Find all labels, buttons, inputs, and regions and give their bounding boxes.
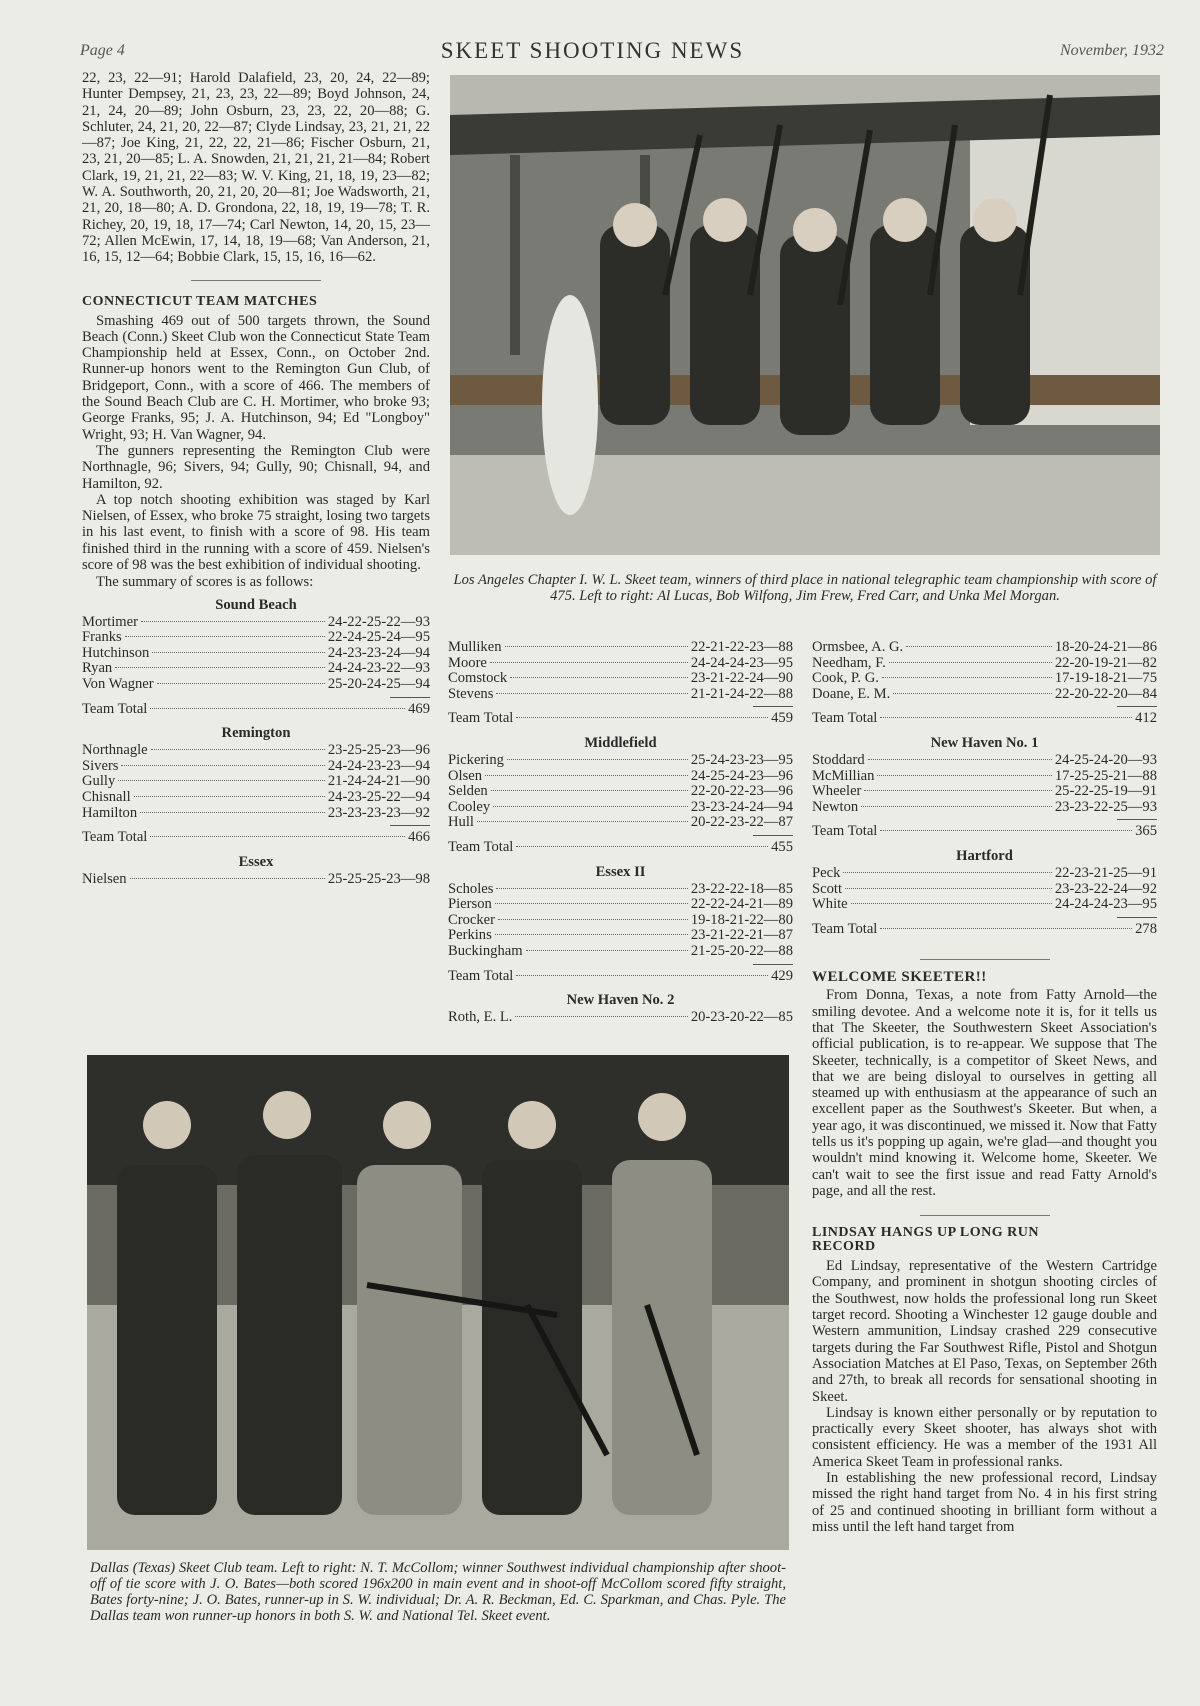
leader-dots bbox=[843, 872, 1051, 873]
leader-dots bbox=[151, 749, 325, 750]
shooter-name: Chisnall bbox=[82, 788, 131, 805]
team-total-row bbox=[812, 922, 1157, 938]
team-total-row bbox=[448, 711, 793, 727]
leader-dots bbox=[493, 806, 688, 807]
team-total-label: Team Total bbox=[82, 829, 148, 846]
score-row bbox=[82, 661, 430, 677]
shooter-name: Roth, E. L. bbox=[448, 1009, 513, 1026]
welcome-heading: WELCOME SKEETER!! bbox=[812, 969, 987, 986]
leader-dots bbox=[882, 677, 1052, 678]
score-row bbox=[812, 800, 1157, 816]
shooter-score: 25-22-25-19—91 bbox=[1054, 783, 1157, 800]
score-row bbox=[82, 677, 430, 693]
shooter-score: 24-24-24-23—95 bbox=[1054, 896, 1157, 913]
score-row bbox=[448, 640, 793, 656]
leader-dots bbox=[889, 662, 1052, 663]
shooter-name: Ormsbee, A. G. bbox=[812, 639, 904, 655]
team-total-value: 412 bbox=[1135, 710, 1157, 727]
shooter-score: 17-19-18-21—75 bbox=[1054, 670, 1157, 687]
shooter-name: Scott bbox=[812, 880, 842, 897]
leader-dots bbox=[861, 806, 1052, 807]
bottom-photo-caption: Dallas (Texas) Skeet Club team. Left to right: N. T. McCollom; winner Southwest individual championship after shoot-off of tie score with J. O. Bates—both scored 196x200 in main event and in shoot-off McCollom scored fifty straight, Bates forty-nine; J. O. Bates, runner-up in S. W. individual; Dr. A. R. Beckman, Ed. C. Sparkman, and Chas. Pyle. The Dallas team won runner-up honors in both S. W. and National Tel. Skeet event. bbox=[90, 1560, 786, 1624]
team-total-label: Team Total bbox=[82, 700, 148, 717]
shooter-name: Wheeler bbox=[812, 783, 862, 800]
leader-dots bbox=[864, 790, 1051, 791]
leader-dots bbox=[157, 683, 325, 684]
page-number: Page 4 bbox=[80, 42, 125, 59]
team-total-label: Team Total bbox=[448, 710, 514, 727]
leader-dots bbox=[516, 975, 768, 976]
team-total-value: 278 bbox=[1135, 920, 1157, 937]
team-total-value: 455 bbox=[771, 838, 793, 855]
score-row bbox=[448, 656, 793, 672]
shooter-score: 25-24-23-23—95 bbox=[690, 751, 793, 768]
team-name: Essex II bbox=[595, 863, 646, 880]
shooter-score: 23-21-22-21—87 bbox=[690, 927, 793, 944]
shooter-score: 23-25-25-23—96 bbox=[327, 742, 430, 759]
shooter-score: 22-20-22-23—96 bbox=[690, 783, 793, 800]
issue-date: November, 1932 bbox=[1060, 42, 1164, 59]
shooter-score: 24-22-25-22—93 bbox=[327, 613, 430, 630]
team-total-row bbox=[812, 824, 1157, 840]
team-name: Middlefield bbox=[584, 734, 657, 751]
leader-dots bbox=[880, 928, 1132, 929]
leader-dots bbox=[140, 812, 325, 813]
shooter-name: Sivers bbox=[82, 757, 119, 774]
score-row bbox=[448, 944, 793, 960]
score-row bbox=[448, 882, 793, 898]
shooter-score: 21-21-24-22—88 bbox=[690, 685, 793, 702]
leader-dots bbox=[118, 780, 325, 781]
shooter-name: Peck bbox=[812, 864, 841, 881]
shooter-name: Stoddard bbox=[812, 751, 865, 768]
shooter-name: McMillian bbox=[812, 767, 875, 784]
score-row bbox=[448, 687, 793, 703]
shooter-score: 22-22-24-21—89 bbox=[690, 896, 793, 913]
team-name: New Haven No. 2 bbox=[566, 992, 675, 1009]
leader-dots bbox=[516, 717, 768, 718]
team-total-label: Team Total bbox=[812, 710, 878, 727]
shooter-score: 23-23-22-25—93 bbox=[1054, 798, 1157, 815]
lindsay-paragraph-1: Ed Lindsay, representative of the Western Cartridge Company, and prominent in shotgun shooting circles of the Southwest, now holds the professional long run Skeet target record. Shooting a Winchester 12 gauge double and Western ammunition, Lindsay crashed 229 consecutive targets during the Far Southwest Rifle, Pistol and Shotgun Association Matches at El Paso, Texas, on September 26th and 27th, to break all records for sensational shooting in Skeet. bbox=[812, 1258, 1157, 1405]
shooter-name: Cooley bbox=[448, 798, 491, 815]
score-row bbox=[82, 806, 430, 822]
leader-dots bbox=[496, 888, 687, 889]
leader-dots bbox=[507, 759, 688, 760]
publication-title: SKEET SHOOTING NEWS bbox=[440, 38, 745, 63]
leader-dots bbox=[495, 934, 688, 935]
team-total-row bbox=[448, 840, 793, 856]
scores-column-one bbox=[82, 595, 430, 888]
team-total-label: Team Total bbox=[812, 823, 878, 840]
score-row bbox=[82, 615, 430, 631]
score-row bbox=[448, 769, 793, 785]
score-row bbox=[812, 656, 1157, 672]
team-total-label: Team Total bbox=[448, 838, 514, 855]
lindsay-heading-line-1: LINDSAY HANGS UP LONG RUN bbox=[812, 1225, 1039, 1241]
score-row bbox=[82, 646, 430, 662]
scores-column-two bbox=[448, 640, 793, 1026]
team-name: Hartford bbox=[956, 847, 1013, 864]
score-row bbox=[812, 753, 1157, 769]
shooter-score: 23-23-24-24—94 bbox=[690, 798, 793, 815]
column-two-scores bbox=[448, 640, 793, 1026]
shooter-name: Nielsen bbox=[82, 870, 127, 887]
leader-dots bbox=[121, 765, 324, 766]
leader-dots bbox=[877, 775, 1051, 776]
leader-dots bbox=[125, 636, 325, 637]
team-name: New Haven No. 1 bbox=[930, 734, 1039, 751]
shooter-score: 22-20-19-21—82 bbox=[1054, 654, 1157, 671]
leader-dots bbox=[485, 775, 688, 776]
shooter-score: 24-24-24-23—95 bbox=[690, 654, 793, 671]
shooter-name: Stevens bbox=[448, 685, 494, 702]
shooter-score: 23-23-23-23—92 bbox=[327, 804, 430, 821]
leader-dots bbox=[130, 878, 325, 879]
team-total-value: 459 bbox=[771, 710, 793, 727]
shooter-score: 18-20-24-21—86 bbox=[1054, 639, 1157, 655]
leader-dots bbox=[868, 759, 1052, 760]
shooter-name: Hull bbox=[448, 814, 474, 831]
dallas-team-photo bbox=[87, 1055, 789, 1550]
connecticut-paragraph-2: The gunners representing the Remington Club were Northnagle, 96; Sivers, 94; Gully, 90; Chisnall, 94, and Hamilton, 92. bbox=[82, 442, 430, 492]
shooter-name: Pickering bbox=[448, 751, 504, 768]
shooter-score: 24-25-24-23—96 bbox=[690, 767, 793, 784]
team-name: Essex bbox=[238, 853, 274, 870]
leader-dots bbox=[505, 646, 688, 647]
shooter-name: Hutchinson bbox=[82, 644, 150, 661]
shooter-name: Mortimer bbox=[82, 613, 138, 630]
shooter-name: Northnagle bbox=[82, 742, 148, 759]
scores-column-three bbox=[812, 640, 1157, 943]
score-row bbox=[812, 640, 1157, 656]
connecticut-heading: CONNECTICUT TEAM MATCHES bbox=[82, 293, 318, 309]
shooter-score: 22-21-22-23—88 bbox=[690, 639, 793, 655]
leader-dots bbox=[141, 621, 325, 622]
leader-dots bbox=[851, 903, 1052, 904]
shooter-score: 23-21-22-24—90 bbox=[690, 670, 793, 687]
shooter-score: 21-24-24-21—90 bbox=[327, 773, 430, 790]
leader-dots bbox=[150, 836, 405, 837]
shooter-name: Needham, F. bbox=[812, 654, 886, 671]
shooter-name: Perkins bbox=[448, 927, 492, 944]
team-name: Sound Beach bbox=[215, 596, 297, 613]
team-total-row bbox=[82, 830, 430, 846]
score-row bbox=[812, 866, 1157, 882]
score-row bbox=[448, 753, 793, 769]
score-row bbox=[448, 928, 793, 944]
shooter-name: Von Wagner bbox=[82, 675, 154, 692]
shooter-score: 22-23-21-25—91 bbox=[1054, 864, 1157, 881]
shooter-score: 20-22-23-22—87 bbox=[690, 814, 793, 831]
shooter-name: Doane, E. M. bbox=[812, 685, 891, 702]
leader-dots bbox=[893, 693, 1052, 694]
shooter-score: 20-23-20-22—85 bbox=[690, 1009, 793, 1026]
score-row bbox=[812, 671, 1157, 687]
team-total-label: Team Total bbox=[448, 967, 514, 984]
team-total-row bbox=[448, 969, 793, 985]
shooter-score: 24-23-23-24—94 bbox=[327, 644, 430, 661]
leader-dots bbox=[491, 790, 688, 791]
divider bbox=[920, 959, 1050, 960]
shooter-score: 24-24-23-23—94 bbox=[327, 757, 430, 774]
leader-dots bbox=[150, 708, 405, 709]
top-photo-caption: Los Angeles Chapter I. W. L. Skeet team, winners of third place in national telegraphic team championship with score of 475. Left to right: Al Lucas, Bob Wilfong, Jim Frew, Fred Carr, and Unka Mel Morgan. bbox=[453, 572, 1157, 604]
leader-dots bbox=[526, 950, 688, 951]
shooter-name: Newton bbox=[812, 798, 859, 815]
shooter-score: 24-23-25-22—94 bbox=[327, 788, 430, 805]
leader-dots bbox=[510, 677, 688, 678]
shooter-score: 19-18-21-22—80 bbox=[690, 911, 793, 928]
leader-dots bbox=[496, 693, 687, 694]
shooter-name: Olsen bbox=[448, 767, 483, 784]
score-row bbox=[448, 897, 793, 913]
connecticut-paragraph-3: A top notch shooting exhibition was staged by Karl Nielsen, of Essex, who broke 75 straight, losing two targets in his last event, to finish with a score of 98. His team finished third in the running with a score of 459. Nielsen's score of 98 was the best exhibition of individual shooting. bbox=[82, 491, 430, 574]
team-name: Remington bbox=[221, 725, 291, 742]
team-total-value: 466 bbox=[408, 829, 430, 846]
shooter-score: 17-25-25-21—88 bbox=[1054, 767, 1157, 784]
score-row bbox=[812, 897, 1157, 913]
shooter-score: 24-24-23-22—93 bbox=[327, 660, 430, 677]
results-continued: 22, 23, 22—91; Harold Dalafield, 23, 20, 24, 22—89; Hunter Dempsey, 21, 23, 23, 22—89; Boyd Johnson, 24, 21, 24, 20—89; John Osburn, 23, 23, 22, 20—88; G. Schluter, 24, 21, 20, 22—87; Clyde Lindsay, 23, 21, 21, 22—87; Joe King, 21, 22, 22, 21—86; Fischer Osburn, 21, 23, 21, 20—85; L. A. Snowden, 21, 21, 21, 21—84; Robert Clark, 19, 21, 21, 22—83; W. V. King, 21, 18, 19, 23—82; W. A. Southworth, 20, 21, 20, 20—81; Joe Wadsworth, 21, 21, 20, 18—80; A. D. Grondona, 22, 18, 19, 19—78; T. R. Richey, 20, 19, 18, 17—74; Carl Newton, 14, 20, 15, 23—72; Allen McEwin, 17, 14, 18, 19—68; Van Anderson, 21, 16, 15, 12—64; Bobbie Clark, 15, 15, 16, 16—62. bbox=[82, 70, 430, 266]
score-row bbox=[812, 769, 1157, 785]
shooter-name: Hamilton bbox=[82, 804, 138, 821]
column-three bbox=[812, 640, 1157, 1535]
leader-dots bbox=[906, 646, 1052, 647]
score-row bbox=[812, 687, 1157, 703]
shooter-name: Pierson bbox=[448, 896, 492, 913]
column-one bbox=[82, 70, 430, 887]
leader-dots bbox=[845, 888, 1052, 889]
shooter-name: Moore bbox=[448, 654, 487, 671]
shooter-name: Scholes bbox=[448, 880, 494, 897]
score-row bbox=[448, 671, 793, 687]
score-row bbox=[82, 759, 430, 775]
shooter-name: Mulliken bbox=[448, 639, 502, 655]
team-total-row bbox=[812, 711, 1157, 727]
leader-dots bbox=[880, 830, 1132, 831]
divider bbox=[920, 1215, 1050, 1216]
welcome-article: From Donna, Texas, a note from Fatty Arnold—the smiling devotee. And a welcome note it is, for it tells us that The Skeeter, the Southwestern Skeet Association's official publication, is to re-appear. We suppose that The Skeeter, technically, is a competitor of Skeet News, and that we are being disloyal to ourselves in getting all steamed up with enthusiasm at the appearance of such an excellent paper as the Southwest's Skeeter. But when, a year ago, it was discontinued, we missed it. Now that Fatty tells us it's popping up again, we're glad—and thought you wouldn't mind knowing it. Welcome home, Skeeter. We can't wait to see the first issue and read Fatty Arnold's page, and all the rest. bbox=[812, 987, 1157, 1199]
shooter-name: Comstock bbox=[448, 670, 508, 687]
leader-dots bbox=[498, 919, 688, 920]
leader-dots bbox=[134, 796, 325, 797]
divider bbox=[191, 280, 321, 281]
shooter-name: Selden bbox=[448, 783, 488, 800]
score-row bbox=[82, 630, 430, 646]
shooter-score: 24-25-24-20—93 bbox=[1054, 751, 1157, 768]
team-total-value: 469 bbox=[408, 700, 430, 717]
team-total-row bbox=[82, 702, 430, 718]
score-row bbox=[812, 882, 1157, 898]
score-row bbox=[82, 872, 430, 888]
shooter-score: 23-22-22-18—85 bbox=[690, 880, 793, 897]
score-row bbox=[448, 913, 793, 929]
lindsay-heading-line-2: RECORD bbox=[812, 1239, 876, 1255]
score-row bbox=[448, 800, 793, 816]
leader-dots bbox=[495, 903, 688, 904]
connecticut-paragraph-4: The summary of scores is as follows: bbox=[96, 574, 314, 591]
score-row bbox=[82, 743, 430, 759]
shooter-name: White bbox=[812, 896, 848, 913]
team-total-value: 429 bbox=[771, 967, 793, 984]
leader-dots bbox=[880, 717, 1132, 718]
shooter-name: Buckingham bbox=[448, 942, 523, 959]
team-total-value: 365 bbox=[1135, 823, 1157, 840]
score-row bbox=[812, 784, 1157, 800]
connecticut-paragraph-1: Smashing 469 out of 500 targets thrown, the Sound Beach (Conn.) Skeet Club won the Connecticut State Team Championship held at Essex, Conn., on October 2nd. Runner-up honors went to the Remington Gun Club, of Bridgeport, Conn., with a score of 466. The members of the Sound Beach Club are C. H. Mortimer, who broke 93; George Franks, 95; J. A. Hutchinson, 94; Ed "Longboy" Wright, 93; H. Van Wagner, 94. bbox=[82, 312, 430, 443]
score-row bbox=[82, 790, 430, 806]
score-row bbox=[448, 1010, 793, 1026]
leader-dots bbox=[516, 846, 768, 847]
shooter-name: Ryan bbox=[82, 660, 113, 677]
score-row bbox=[448, 784, 793, 800]
lindsay-paragraph-2: Lindsay is known either personally or by reputation to practically every Skeet shooter, has always shot with consistent efficiency. He was a member of the 1931 All America Skeet Team in professional ranks. bbox=[812, 1404, 1157, 1470]
shooter-name: Cook, P. G. bbox=[812, 670, 879, 687]
shooter-score: 22-24-25-24—95 bbox=[327, 629, 430, 646]
leader-dots bbox=[515, 1016, 687, 1017]
leader-dots bbox=[477, 821, 688, 822]
shooter-name: Franks bbox=[82, 629, 122, 646]
shooter-name: Gully bbox=[82, 773, 116, 790]
los-angeles-team-photo bbox=[450, 75, 1160, 555]
lindsay-paragraph-3: In establishing the new professional record, Lindsay missed the right hand target from No. 4 in his first string of 25 and continued shooting in brilliant form without a miss until the left hand target from bbox=[812, 1470, 1157, 1535]
team-total-label: Team Total bbox=[812, 920, 878, 937]
shooter-name: Crocker bbox=[448, 911, 496, 928]
page-header bbox=[80, 34, 1164, 68]
score-row bbox=[82, 774, 430, 790]
shooter-score: 21-25-20-22—88 bbox=[690, 942, 793, 959]
shooter-score: 25-20-24-25—94 bbox=[327, 675, 430, 692]
shooter-score: 22-20-22-20—84 bbox=[1054, 685, 1157, 702]
leader-dots bbox=[115, 667, 325, 668]
score-row bbox=[448, 815, 793, 831]
shooter-score: 23-23-22-24—92 bbox=[1054, 880, 1157, 897]
shooter-score: 25-25-25-23—98 bbox=[327, 870, 430, 887]
leader-dots bbox=[490, 662, 688, 663]
leader-dots bbox=[152, 652, 325, 653]
